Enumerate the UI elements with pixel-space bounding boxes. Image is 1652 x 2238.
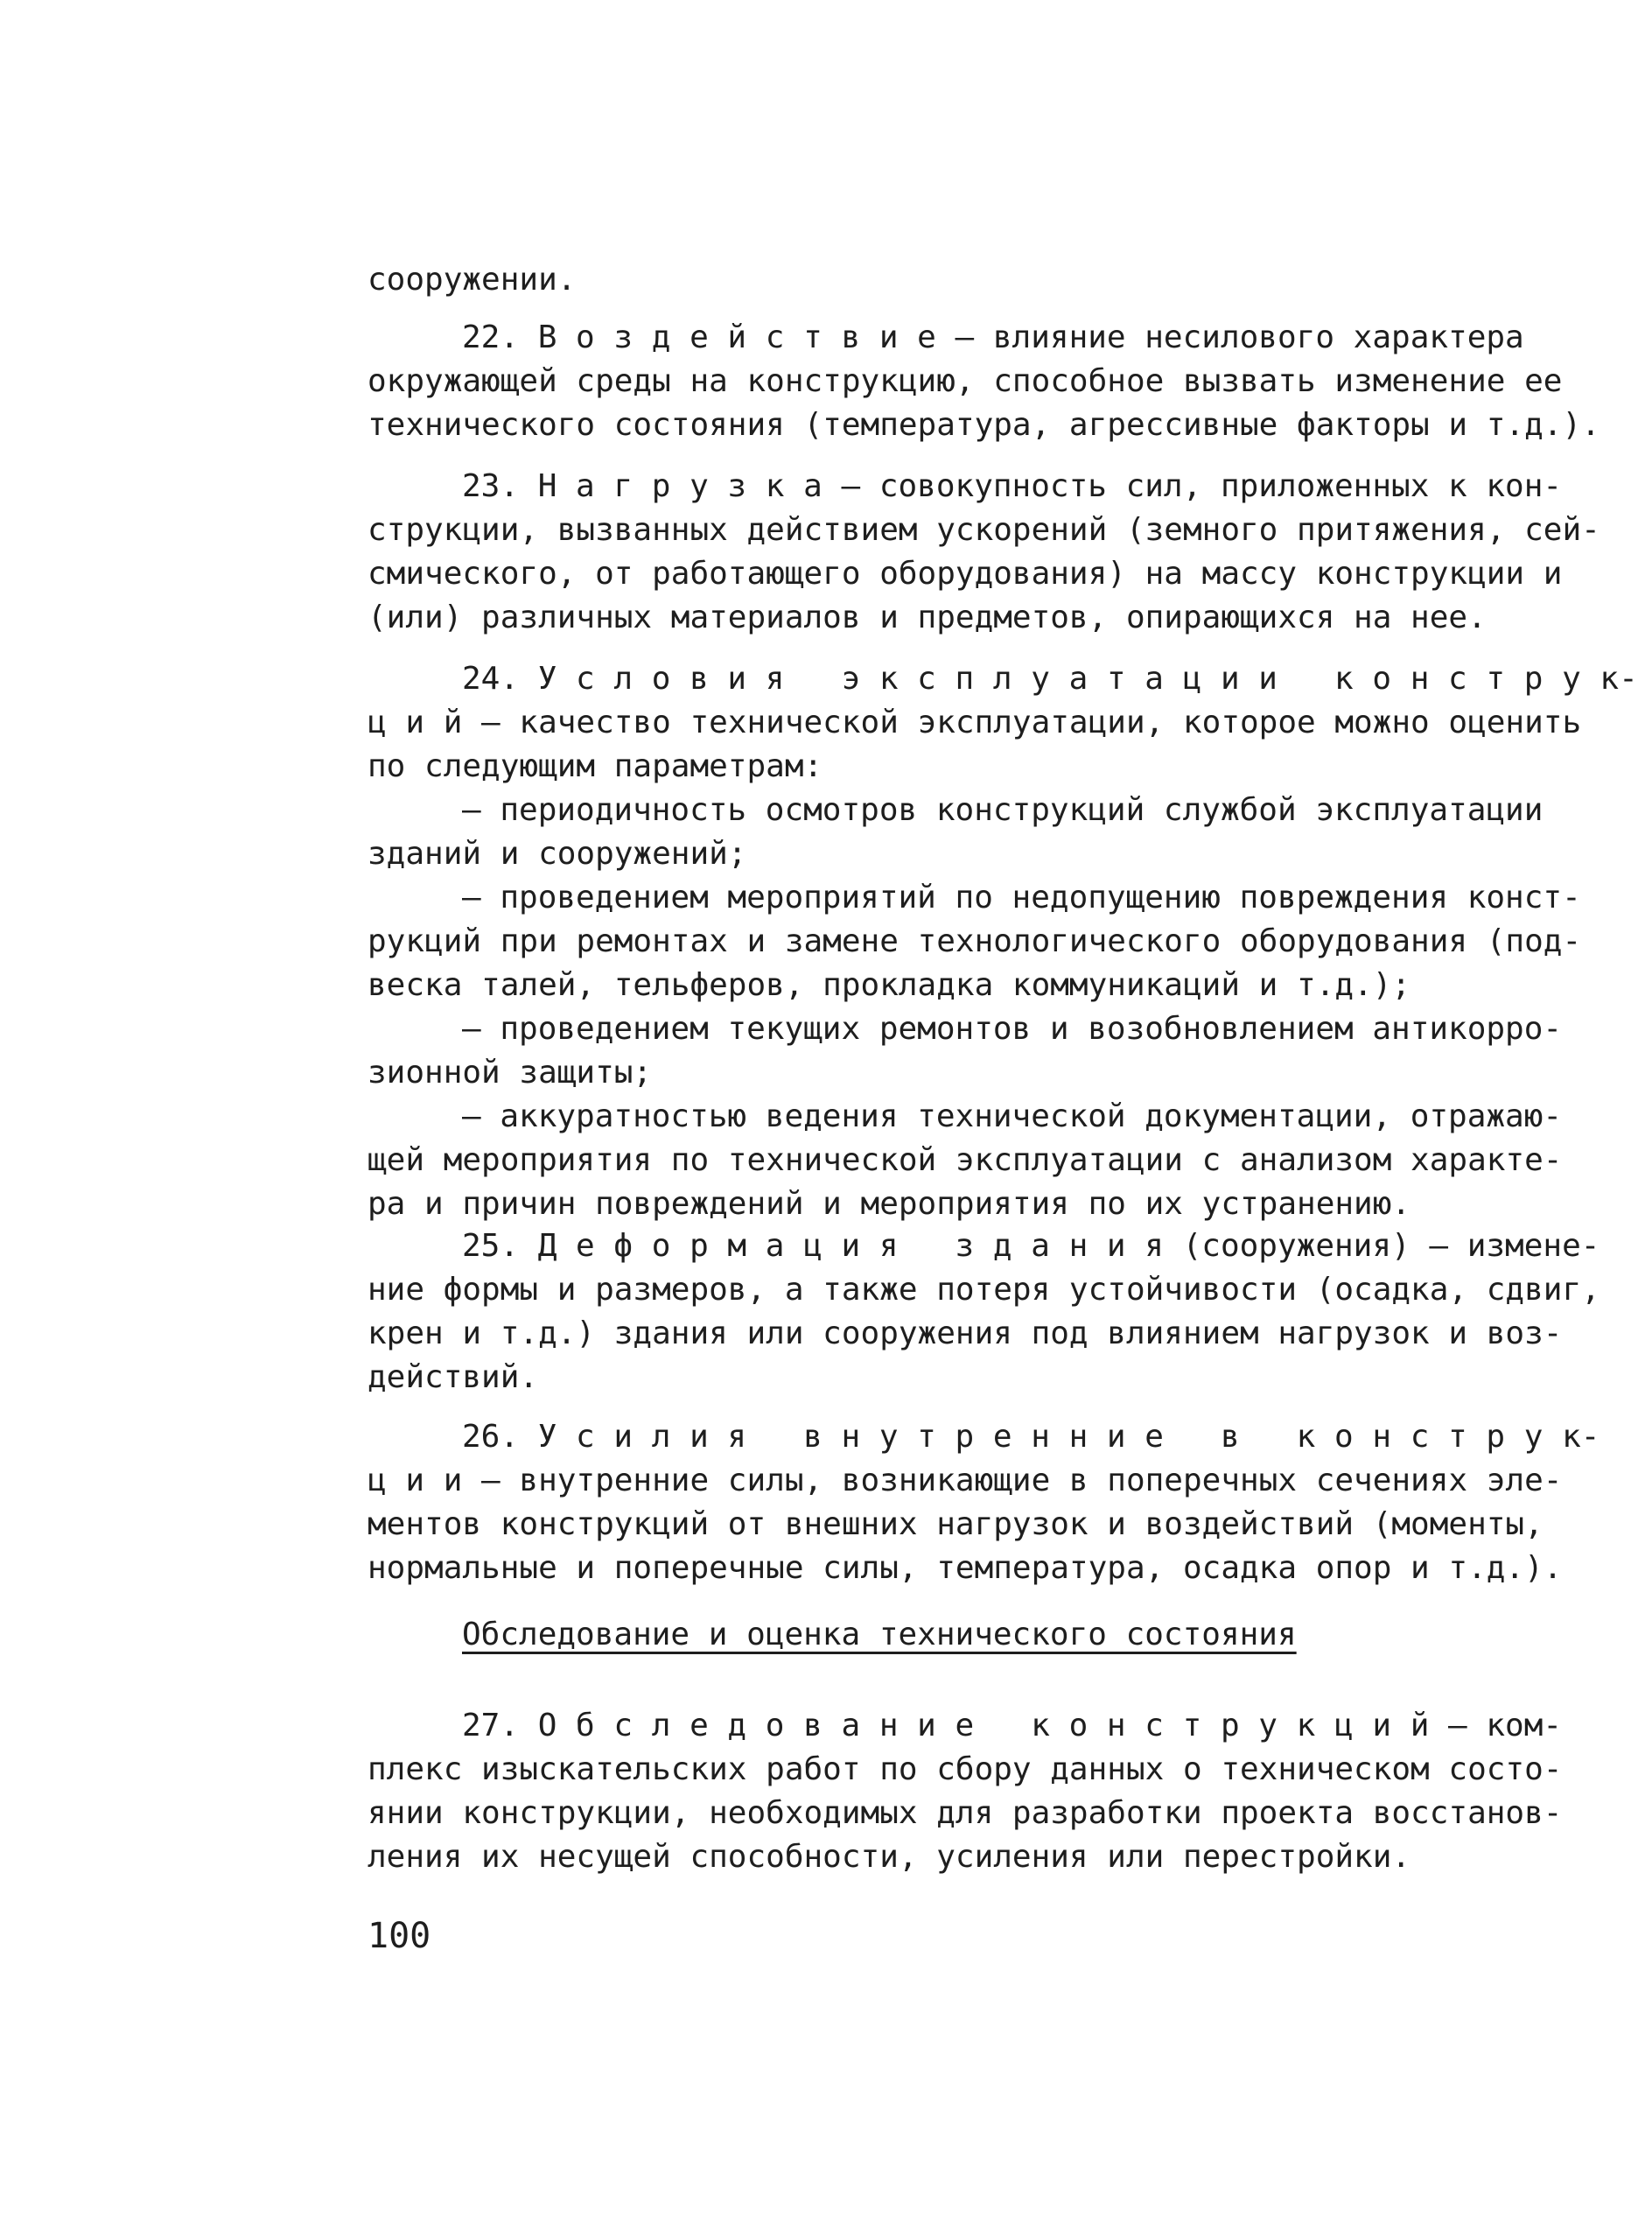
definition-24-line: ра и причин повреждений и мероприятия по их устранению. (368, 1186, 1411, 1222)
definition-24-line: ц и й – качество технической эксплуатации, которое можно оценить (368, 705, 1582, 740)
definition-25-line: крен и т.д.) здания или сооружения под влиянием нагрузок и воз- (368, 1315, 1563, 1351)
definition-24-line: по следующим параметрам: (368, 748, 823, 784)
definition-24-line: – периодичность осмотров конструкций службой эксплуатации (462, 792, 1544, 828)
definition-26-line: нормальные и поперечные силы, температура, осадка опор и т.д.). (368, 1550, 1563, 1586)
definition-24-line: веска талей, тельферов, прокладка коммуникаций и т.д.); (368, 967, 1411, 1003)
definition-23-line: (или) различных материалов и предметов, опирающихся на нее. (368, 600, 1487, 635)
definition-24-line: щей мероприятия по технической эксплуатации с анализом характе- (368, 1142, 1563, 1178)
definition-27-line: плекс изыскательских работ по сбору данных о техническом состо- (368, 1751, 1563, 1787)
definition-24-line: – проведением мероприятий по недопущению повреждения конст- (462, 880, 1581, 916)
definition-23-line: струкции, вызванных действием ускорений (земного притяжения, сей- (368, 512, 1600, 548)
definition-26-line: ц и и – внутренние силы, возникающие в поперечных сечениях эле- (368, 1463, 1563, 1498)
definition-25-line: ние формы и размеров, а также потеря устойчивости (осадка, сдвиг, (368, 1272, 1600, 1308)
definition-25-line: действий. (368, 1359, 539, 1395)
definition-22-line: технического состояния (температура, агрессивные факторы и т.д.). (368, 407, 1600, 443)
definition-26-line: 26. У с и л и я в н у т р е н н и е в к о н с т р у к- (462, 1419, 1600, 1455)
definition-27-line: янии конструкции, необходимых для разработки проекта восстанов- (368, 1795, 1563, 1831)
definition-24-line: зионной защиты; (368, 1055, 653, 1091)
definition-27-line: ления их несущей способности, усиления или перестройки. (368, 1839, 1411, 1875)
definition-25-line: 25. Д е ф о р м а ц и я з д а н и я (сооружения) – измене- (462, 1228, 1600, 1264)
definition-24-line: 24. У с л о в и я э к с п л у а т а ц и и к о н с т р у к- (462, 661, 1638, 697)
definition-27-line: 27. О б с л е д о в а н и е к о н с т р у к ц и й – ком- (462, 1708, 1563, 1743)
definition-22-line: 22. В о з д е й с т в и е – влияние несилового характера (462, 319, 1524, 355)
definition-23-line: 23. Н а г р у з к а – совокупность сил, приложенных к кон- (462, 468, 1563, 504)
definition-23-line: смического, от работающего оборудования) на массу конструкции и (368, 556, 1563, 592)
definition-24-line: рукций при ремонтах и замене технологического оборудования (под- (368, 923, 1582, 959)
text-line: сооружении. (368, 262, 577, 298)
definition-26-line: ментов конструкций от внешних нагрузок и воздействий (моменты, (368, 1506, 1544, 1542)
page-number: 100 (368, 1916, 431, 1956)
definition-24-line: – проведением текущих ремонтов и возобновлением антикорро- (462, 1011, 1563, 1047)
definition-24-line: – аккуратностью ведения технической документации, отражаю- (462, 1098, 1563, 1134)
section-heading: Обследование и оценка технического состояния (462, 1617, 1297, 1652)
definition-24-line: зданий и сооружений; (368, 836, 747, 872)
definition-22-line: окружающей среды на конструкцию, способное вызвать изменение ее (368, 363, 1563, 399)
